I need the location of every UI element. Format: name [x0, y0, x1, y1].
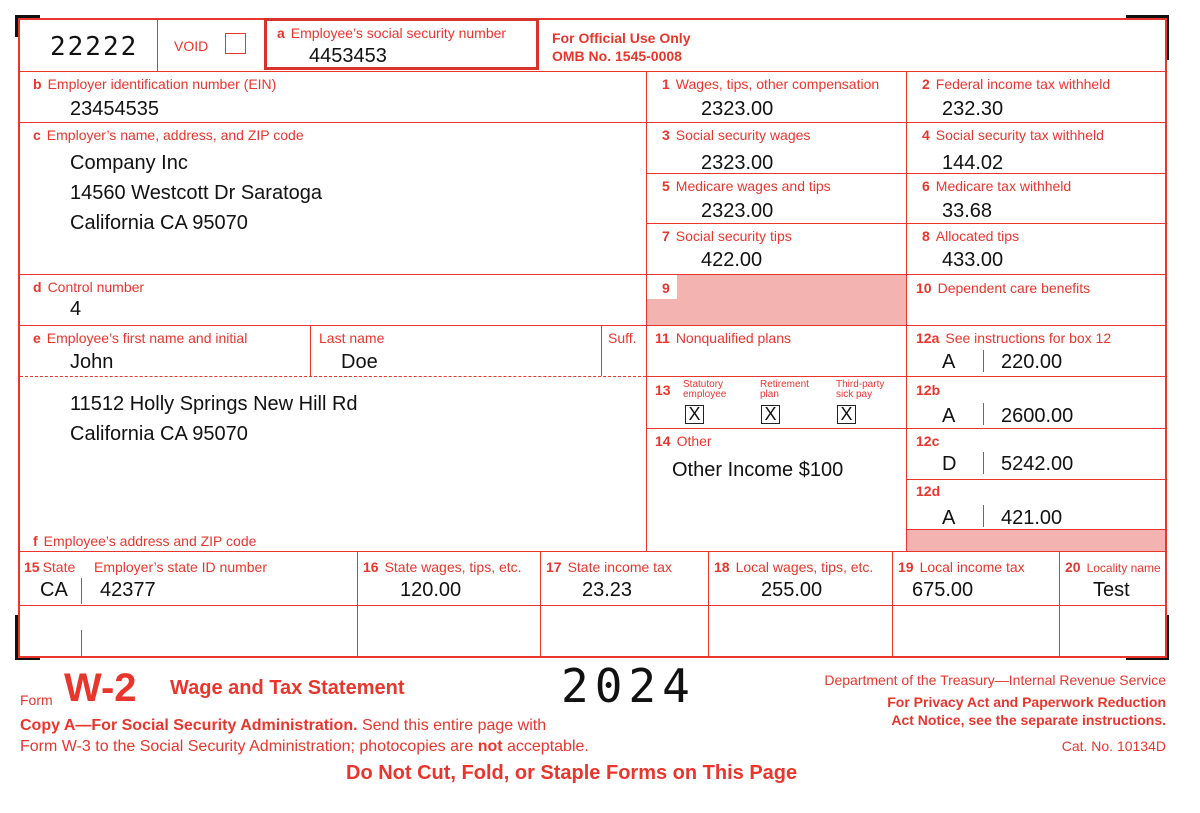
box-b-label: b Employer identification number (EIN) [33, 76, 277, 92]
box-12a-code[interactable]: A [942, 351, 956, 373]
box-12a-label: 12a See instructions for box 12 [916, 330, 1112, 346]
do-not-cut-notice: Do Not Cut, Fold, or Staple Forms on This Page [346, 762, 798, 784]
box-12d-label: 12d [916, 483, 941, 499]
box-b-ein-value[interactable]: 23454535 [70, 98, 159, 120]
box-4-value[interactable]: 144.02 [942, 152, 1004, 174]
box-5-value[interactable]: 2323.00 [701, 200, 774, 222]
box-15-label: 15 State [24, 559, 76, 575]
employee-first-name[interactable]: John [70, 351, 114, 373]
department-name: Department of the Treasury—Internal Revenue Service [824, 672, 1166, 688]
form-id-22222: 22222 [50, 32, 139, 62]
box-16-label: 16 State wages, tips, etc. [363, 559, 522, 575]
box-7-value[interactable]: 422.00 [701, 249, 763, 271]
box-12a-amount[interactable]: 220.00 [1001, 351, 1063, 373]
box-e-label: e Employee’s first name and initial [33, 330, 248, 346]
box-16-value[interactable]: 120.00 [400, 579, 462, 601]
last-name-label: Last name [319, 330, 385, 346]
tax-year: 2024 [561, 659, 696, 713]
box-3-value[interactable]: 2323.00 [701, 152, 774, 174]
box-14-value[interactable]: Other Income $100 [672, 459, 844, 481]
box-1-label: 1 Wages, tips, other compensation [662, 76, 880, 92]
box-15-id-label: Employer’s state ID number [94, 559, 267, 575]
box-d-label: d Control number [33, 279, 145, 295]
box-20-value[interactable]: Test [1093, 579, 1130, 601]
void-label: VOID [174, 38, 209, 54]
box-c-label: c Employer’s name, address, and ZIP code [33, 127, 304, 143]
box-4-label: 4 Social security tax withheld [922, 127, 1104, 143]
form-word: Form [20, 692, 53, 708]
box-13-label: 13 [655, 382, 671, 398]
box-9-label: 9 [662, 280, 670, 296]
privacy-notice-line1: For Privacy Act and Paperwork Reduction [887, 694, 1166, 710]
box-2-label: 2 Federal income tax withheld [922, 76, 1111, 92]
box-15-state[interactable]: CA [40, 579, 68, 601]
box-18-value[interactable]: 255.00 [761, 579, 823, 601]
employee-last-name[interactable]: Doe [341, 351, 378, 373]
box-d-value[interactable]: 4 [70, 298, 82, 320]
statutory-employee-label: Statutory employee [683, 379, 727, 400]
box-7-label: 7 Social security tips [662, 228, 792, 244]
box-8-value[interactable]: 433.00 [942, 249, 1004, 271]
retirement-plan-checkbox[interactable]: X [761, 405, 780, 424]
box-10-label: 10 Dependent care benefits [916, 280, 1091, 296]
box-12b-code[interactable]: A [942, 405, 956, 427]
box-1-value[interactable]: 2323.00 [701, 98, 774, 120]
box-9-shade [677, 275, 906, 299]
box-18-label: 18 Local wages, tips, etc. [714, 559, 874, 575]
catalog-number: Cat. No. 10134D [1061, 738, 1166, 754]
form-name-w2: W-2 [64, 666, 137, 710]
box-a-label: a Employee’s social security number [277, 25, 507, 41]
box-8-label: 8 Allocated tips [922, 228, 1020, 244]
form-title: Wage and Tax Statement [170, 677, 405, 699]
box-12c-code[interactable]: D [942, 453, 957, 475]
employee-city[interactable]: California CA 95070 [70, 423, 248, 445]
box-14-label: 14 Other [655, 433, 712, 449]
employer-street[interactable]: 14560 Westcott Dr Saratoga [70, 182, 322, 204]
box-12d-code[interactable]: A [942, 507, 956, 529]
box-12b-label: 12b [916, 382, 941, 398]
box-a-ssn-value[interactable]: 4453453 [309, 45, 387, 67]
box-12b-amount[interactable]: 2600.00 [1001, 405, 1074, 427]
box-5-label: 5 Medicare wages and tips [662, 178, 831, 194]
official-use-line1: For Official Use Only [552, 30, 691, 46]
privacy-notice-line2: Act Notice, see the separate instructions. [891, 712, 1166, 728]
box-12c-label: 12c [916, 433, 940, 449]
box-3-label: 3 Social security wages [662, 127, 811, 143]
box-6-value[interactable]: 33.68 [942, 200, 993, 222]
box-17-label: 17 State income tax [546, 559, 672, 575]
box-19-label: 19 Local income tax [898, 559, 1025, 575]
box-11-label: 11 Nonqualified plans [655, 330, 792, 346]
box-9-shade-lower [647, 299, 906, 325]
copy-a-line2: Form W-3 to the Social Security Administration; photocopies are not acceptable. [20, 738, 589, 755]
box-20-label: 20 Locality name [1065, 559, 1161, 575]
void-checkbox[interactable] [225, 33, 246, 54]
copy-a-line1: Copy A—For Social Security Administration. Send this entire page with [20, 717, 547, 734]
third-party-sick-pay-label: Third-party sick pay [836, 379, 885, 400]
box-12d-shade [907, 530, 1165, 551]
box-12d-amount[interactable]: 421.00 [1001, 507, 1063, 529]
box-19-value[interactable]: 675.00 [912, 579, 974, 601]
box-12c-amount[interactable]: 5242.00 [1001, 453, 1074, 475]
statutory-employee-checkbox[interactable]: X [685, 405, 704, 424]
employer-name[interactable]: Company Inc [70, 152, 188, 174]
employee-street[interactable]: 11512 Holly Springs New Hill Rd [70, 393, 358, 415]
box-17-value[interactable]: 23.23 [582, 579, 633, 601]
third-party-sick-pay-checkbox[interactable]: X [837, 405, 856, 424]
retirement-plan-label: Retirement plan [760, 379, 809, 400]
omb-number: OMB No. 1545-0008 [552, 48, 682, 64]
employer-city[interactable]: California CA 95070 [70, 212, 248, 234]
box-6-label: 6 Medicare tax withheld [922, 178, 1072, 194]
box-2-value[interactable]: 232.30 [942, 98, 1004, 120]
box-f-label: f Employee’s address and ZIP code [33, 533, 257, 549]
suff-label: Suff. [608, 330, 637, 346]
box-15-state-id[interactable]: 42377 [100, 579, 156, 601]
